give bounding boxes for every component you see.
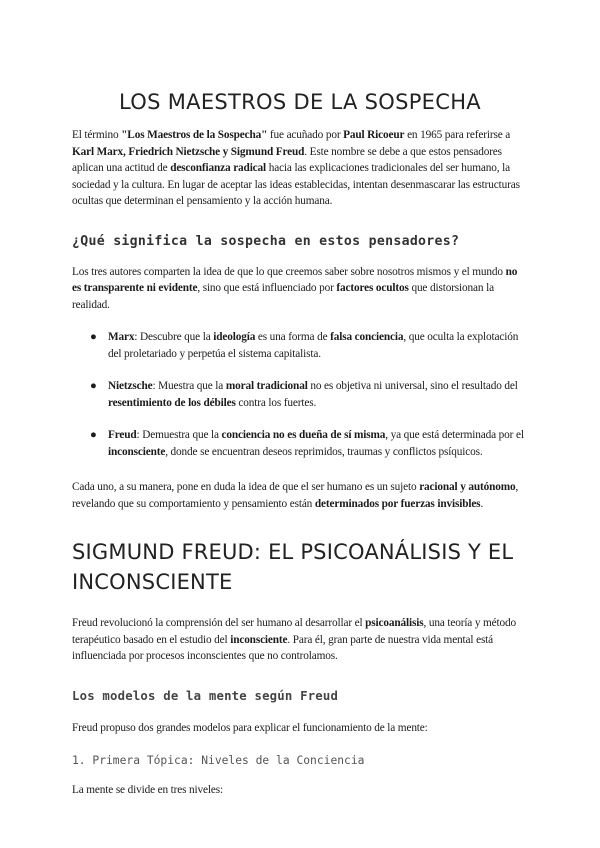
text-run: , ya que está determinada por el xyxy=(385,429,524,441)
section-heading-freud: SIGMUND FREUD: EL PSICOANÁLISIS Y EL INCONSCIENTE xyxy=(72,540,514,594)
text-run: Freud revolucionó la comprensión del ser humano al desarrollar el xyxy=(72,617,366,629)
bold-term: Paul Ricoeur xyxy=(343,129,405,141)
bold-term: inconsciente xyxy=(108,445,166,458)
suspicion-paragraph xyxy=(72,264,528,314)
text-run: . xyxy=(480,497,484,510)
bold-term: desconfianza radical xyxy=(170,162,267,174)
text-run: : Descubre que la xyxy=(134,331,214,343)
list-item-marx xyxy=(90,329,528,362)
bold-term: Freud xyxy=(108,429,137,441)
bold-term: ideología xyxy=(213,331,256,343)
bold-term: Nietzsche xyxy=(108,380,153,392)
bold-term: falsa conciencia xyxy=(330,331,404,343)
bold-term: inconsciente xyxy=(230,633,288,646)
text-run: en 1965 para referirse a xyxy=(404,129,511,141)
list-item-nietzsche xyxy=(90,378,528,411)
text-run: . Este nombre se debe a que estos pensadores aplican una actitud de xyxy=(72,145,502,174)
bold-term: Karl Marx, Friedrich Nietzsche y Sigmund Freud xyxy=(72,145,305,158)
text-run: que distorsionan la realidad. xyxy=(72,282,494,311)
text-run: contra los fuertes. xyxy=(235,396,317,409)
bullet-icon: ● xyxy=(90,429,97,441)
summary-paragraph xyxy=(72,479,528,512)
bold-term: conciencia no es dueña de sí misma xyxy=(221,429,386,441)
list-item-freud xyxy=(90,427,528,460)
thinkers-list xyxy=(72,329,528,460)
text-run: , que oculta la explotación del proletariado y perpetúa el sistema capitalista. xyxy=(108,331,519,360)
subsection-heading-models: Los modelos de la mente según Freud xyxy=(72,688,339,703)
subsection-heading-topica: 1. Primera Tópica: Niveles de la Conciencia xyxy=(72,754,365,767)
text-run: es una forma de xyxy=(255,331,331,343)
bold-term: factores ocultos xyxy=(336,282,409,294)
bold-term: racional y autónomo xyxy=(419,481,516,493)
text-run: El término xyxy=(72,129,122,141)
bold-term: resentimiento de los débiles xyxy=(108,396,236,409)
bullet-icon: ● xyxy=(90,331,97,343)
section-heading-suspicion: ¿Qué significa la sospecha en estos pensadores? xyxy=(72,233,460,249)
document-title: LOS MAESTROS DE LA SOSPECHA xyxy=(119,90,481,114)
bold-term: "Los Maestros de la Sospecha" xyxy=(121,129,268,141)
bold-term: moral tradicional xyxy=(225,380,308,392)
freud-paragraph xyxy=(72,615,528,665)
text-run: . Para él, gran parte de nuestra vida mental está influenciada por procesos inconscientes que no controlamos. xyxy=(72,633,494,662)
text-run: , una teoría y método terapéutico basado en el estudio del xyxy=(72,617,517,646)
text-run: Cada uno, a su manera, pone en duda la idea de que el ser humano es un sujeto xyxy=(72,481,420,493)
text-run: , donde se encuentran deseos reprimidos, traumas y conflictos psíquicos. xyxy=(165,445,483,458)
bold-term: Marx xyxy=(108,331,135,343)
text-run: , revelando que su comportamiento y pensamiento están xyxy=(72,481,519,510)
bold-term: no es transparente ni evidente xyxy=(72,265,518,294)
text-run: : Muestra que la xyxy=(152,380,226,392)
text-run: , sino que está influenciado por xyxy=(197,282,337,294)
models-paragraph: Freud propuso dos grandes modelos para explicar el funcionamiento de la mente: xyxy=(72,721,428,734)
intro-paragraph xyxy=(72,127,528,210)
bold-term: psicoanálisis xyxy=(365,617,424,629)
text-run: fue acuñado por xyxy=(267,129,344,141)
bold-term: determinados por fuerzas invisibles xyxy=(314,497,481,510)
text-run: no es objetiva ni universal, sino el resultado del xyxy=(307,380,518,392)
text-run: : Demuestra que la xyxy=(136,429,222,441)
text-run: hacia las explicaciones tradicionales del ser humano, la sociedad y la cultura. En lugar de aceptar las ideas establecidas, intentan desenmascarar las estructuras ocultas que determinan el pensamiento y la acción humana. xyxy=(72,162,520,207)
bullet-icon: ● xyxy=(90,380,97,392)
text-run: Los tres autores comparten la idea de que lo que creemos saber sobre nosotros mismos y el mundo xyxy=(72,265,506,278)
levels-paragraph: La mente se divide en tres niveles: xyxy=(72,784,223,796)
